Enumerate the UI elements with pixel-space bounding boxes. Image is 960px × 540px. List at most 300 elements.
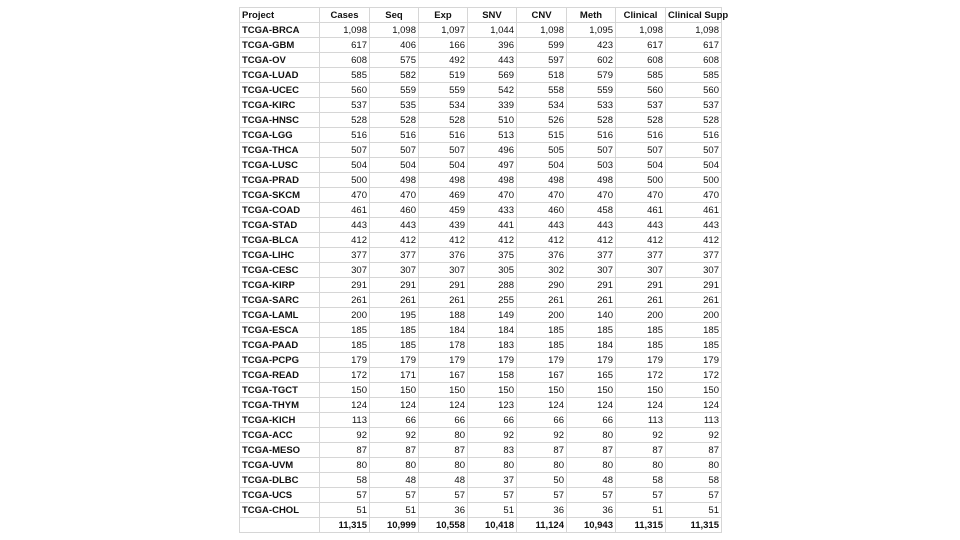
value-cell[interactable]: 423 (567, 38, 616, 53)
value-cell[interactable]: 1,098 (370, 23, 419, 38)
value-cell[interactable]: 150 (419, 383, 468, 398)
value-cell[interactable]: 92 (320, 428, 370, 443)
value-cell[interactable]: 179 (370, 353, 419, 368)
value-cell[interactable]: 559 (567, 83, 616, 98)
value-cell[interactable]: 307 (320, 263, 370, 278)
value-cell[interactable]: 87 (666, 443, 722, 458)
value-cell[interactable]: 66 (468, 413, 517, 428)
value-cell[interactable]: 80 (567, 458, 616, 473)
value-cell[interactable]: 185 (666, 323, 722, 338)
value-cell[interactable]: 507 (567, 143, 616, 158)
value-cell[interactable]: 200 (666, 308, 722, 323)
project-cell[interactable]: TCGA-UCS (240, 488, 320, 503)
value-cell[interactable]: 582 (370, 68, 419, 83)
value-cell[interactable]: 528 (320, 113, 370, 128)
value-cell[interactable]: 261 (616, 293, 666, 308)
value-cell[interactable]: 124 (320, 398, 370, 413)
value-cell[interactable]: 537 (666, 98, 722, 113)
value-cell[interactable]: 497 (468, 158, 517, 173)
value-cell[interactable]: 1,095 (567, 23, 616, 38)
value-cell[interactable]: 533 (567, 98, 616, 113)
column-header-exp[interactable]: Exp (419, 8, 468, 23)
value-cell[interactable]: 185 (320, 323, 370, 338)
value-cell[interactable]: 617 (666, 38, 722, 53)
value-cell[interactable]: 150 (370, 383, 419, 398)
value-cell[interactable]: 516 (419, 128, 468, 143)
value-cell[interactable]: 507 (616, 143, 666, 158)
value-cell[interactable]: 505 (517, 143, 567, 158)
value-cell[interactable]: 458 (567, 203, 616, 218)
value-cell[interactable]: 57 (616, 488, 666, 503)
value-cell[interactable]: 150 (517, 383, 567, 398)
value-cell[interactable]: 516 (666, 128, 722, 143)
value-cell[interactable]: 184 (567, 338, 616, 353)
project-cell[interactable]: TCGA-CESC (240, 263, 320, 278)
value-cell[interactable]: 377 (370, 248, 419, 263)
value-cell[interactable]: 461 (616, 203, 666, 218)
project-cell[interactable]: TCGA-THCA (240, 143, 320, 158)
total-cell[interactable]: 11,315 (320, 518, 370, 533)
column-header-clinical-supp[interactable]: Clinical Supp (666, 8, 722, 23)
value-cell[interactable]: 1,098 (616, 23, 666, 38)
project-cell[interactable]: TCGA-GBM (240, 38, 320, 53)
value-cell[interactable]: 585 (320, 68, 370, 83)
value-cell[interactable]: 51 (320, 503, 370, 518)
value-cell[interactable]: 172 (616, 368, 666, 383)
value-cell[interactable]: 179 (616, 353, 666, 368)
value-cell[interactable]: 376 (419, 248, 468, 263)
value-cell[interactable]: 375 (468, 248, 517, 263)
value-cell[interactable]: 92 (616, 428, 666, 443)
column-header-meth[interactable]: Meth (567, 8, 616, 23)
value-cell[interactable]: 66 (517, 413, 567, 428)
value-cell[interactable]: 460 (370, 203, 419, 218)
project-cell[interactable]: TCGA-ACC (240, 428, 320, 443)
value-cell[interactable]: 1,044 (468, 23, 517, 38)
value-cell[interactable]: 48 (567, 473, 616, 488)
value-cell[interactable]: 166 (419, 38, 468, 53)
value-cell[interactable]: 433 (468, 203, 517, 218)
value-cell[interactable]: 291 (666, 278, 722, 293)
value-cell[interactable]: 412 (616, 233, 666, 248)
project-cell[interactable]: TCGA-KIRP (240, 278, 320, 293)
value-cell[interactable]: 185 (616, 338, 666, 353)
project-cell[interactable]: TCGA-COAD (240, 203, 320, 218)
total-cell[interactable]: 11,315 (616, 518, 666, 533)
value-cell[interactable]: 558 (517, 83, 567, 98)
value-cell[interactable]: 113 (616, 413, 666, 428)
value-cell[interactable]: 140 (567, 308, 616, 323)
value-cell[interactable]: 150 (616, 383, 666, 398)
value-cell[interactable]: 66 (567, 413, 616, 428)
value-cell[interactable]: 57 (517, 488, 567, 503)
value-cell[interactable]: 51 (370, 503, 419, 518)
value-cell[interactable]: 255 (468, 293, 517, 308)
project-cell[interactable]: TCGA-PAAD (240, 338, 320, 353)
value-cell[interactable]: 439 (419, 218, 468, 233)
value-cell[interactable]: 617 (320, 38, 370, 53)
value-cell[interactable]: 158 (468, 368, 517, 383)
value-cell[interactable]: 542 (468, 83, 517, 98)
value-cell[interactable]: 498 (517, 173, 567, 188)
column-header-project[interactable]: Project (240, 8, 320, 23)
value-cell[interactable]: 516 (370, 128, 419, 143)
project-cell[interactable]: TCGA-LAML (240, 308, 320, 323)
value-cell[interactable]: 124 (419, 398, 468, 413)
value-cell[interactable]: 537 (616, 98, 666, 113)
value-cell[interactable]: 498 (567, 173, 616, 188)
value-cell[interactable]: 178 (419, 338, 468, 353)
value-cell[interactable]: 470 (616, 188, 666, 203)
value-cell[interactable]: 307 (370, 263, 419, 278)
value-cell[interactable]: 150 (320, 383, 370, 398)
column-header-clinical[interactable]: Clinical (616, 8, 666, 23)
project-cell[interactable]: TCGA-LIHC (240, 248, 320, 263)
value-cell[interactable]: 443 (567, 218, 616, 233)
value-cell[interactable]: 461 (320, 203, 370, 218)
project-cell[interactable]: TCGA-KICH (240, 413, 320, 428)
total-cell[interactable]: 10,558 (419, 518, 468, 533)
value-cell[interactable]: 36 (419, 503, 468, 518)
value-cell[interactable]: 57 (370, 488, 419, 503)
value-cell[interactable]: 172 (666, 368, 722, 383)
value-cell[interactable]: 507 (370, 143, 419, 158)
value-cell[interactable]: 188 (419, 308, 468, 323)
value-cell[interactable]: 469 (419, 188, 468, 203)
value-cell[interactable]: 200 (616, 308, 666, 323)
value-cell[interactable]: 560 (666, 83, 722, 98)
project-cell[interactable]: TCGA-READ (240, 368, 320, 383)
value-cell[interactable]: 377 (616, 248, 666, 263)
value-cell[interactable]: 560 (320, 83, 370, 98)
value-cell[interactable]: 406 (370, 38, 419, 53)
project-cell[interactable]: TCGA-BRCA (240, 23, 320, 38)
value-cell[interactable]: 507 (320, 143, 370, 158)
value-cell[interactable]: 66 (370, 413, 419, 428)
value-cell[interactable]: 124 (370, 398, 419, 413)
value-cell[interactable]: 470 (517, 188, 567, 203)
value-cell[interactable]: 87 (419, 443, 468, 458)
value-cell[interactable]: 58 (320, 473, 370, 488)
value-cell[interactable]: 470 (666, 188, 722, 203)
value-cell[interactable]: 460 (517, 203, 567, 218)
value-cell[interactable]: 185 (320, 338, 370, 353)
value-cell[interactable]: 124 (567, 398, 616, 413)
value-cell[interactable]: 261 (567, 293, 616, 308)
totals-label-cell[interactable] (240, 518, 320, 533)
value-cell[interactable]: 80 (370, 458, 419, 473)
value-cell[interactable]: 92 (468, 428, 517, 443)
value-cell[interactable]: 504 (517, 158, 567, 173)
project-cell[interactable]: TCGA-PCPG (240, 353, 320, 368)
value-cell[interactable]: 575 (370, 53, 419, 68)
value-cell[interactable]: 123 (468, 398, 517, 413)
value-cell[interactable]: 291 (567, 278, 616, 293)
value-cell[interactable]: 48 (419, 473, 468, 488)
value-cell[interactable]: 1,097 (419, 23, 468, 38)
value-cell[interactable]: 80 (616, 458, 666, 473)
value-cell[interactable]: 50 (517, 473, 567, 488)
value-cell[interactable]: 585 (666, 68, 722, 83)
value-cell[interactable]: 559 (370, 83, 419, 98)
value-cell[interactable]: 608 (320, 53, 370, 68)
value-cell[interactable]: 80 (517, 458, 567, 473)
value-cell[interactable]: 1,098 (320, 23, 370, 38)
value-cell[interactable]: 504 (320, 158, 370, 173)
value-cell[interactable]: 377 (666, 248, 722, 263)
value-cell[interactable]: 602 (567, 53, 616, 68)
value-cell[interactable]: 51 (666, 503, 722, 518)
value-cell[interactable]: 412 (468, 233, 517, 248)
value-cell[interactable]: 87 (616, 443, 666, 458)
value-cell[interactable]: 443 (320, 218, 370, 233)
value-cell[interactable]: 51 (468, 503, 517, 518)
value-cell[interactable]: 1,098 (666, 23, 722, 38)
value-cell[interactable]: 496 (468, 143, 517, 158)
value-cell[interactable]: 185 (370, 338, 419, 353)
value-cell[interactable]: 377 (567, 248, 616, 263)
value-cell[interactable]: 57 (419, 488, 468, 503)
value-cell[interactable]: 339 (468, 98, 517, 113)
value-cell[interactable]: 470 (468, 188, 517, 203)
value-cell[interactable]: 184 (419, 323, 468, 338)
value-cell[interactable]: 443 (616, 218, 666, 233)
value-cell[interactable]: 569 (468, 68, 517, 83)
project-cell[interactable]: TCGA-SARC (240, 293, 320, 308)
value-cell[interactable]: 519 (419, 68, 468, 83)
value-cell[interactable]: 441 (468, 218, 517, 233)
value-cell[interactable]: 291 (616, 278, 666, 293)
value-cell[interactable]: 185 (517, 338, 567, 353)
value-cell[interactable]: 461 (666, 203, 722, 218)
column-header-cnv[interactable]: CNV (517, 8, 567, 23)
value-cell[interactable]: 585 (616, 68, 666, 83)
value-cell[interactable]: 288 (468, 278, 517, 293)
value-cell[interactable]: 57 (567, 488, 616, 503)
column-header-cases[interactable]: Cases (320, 8, 370, 23)
total-cell[interactable]: 11,315 (666, 518, 722, 533)
value-cell[interactable]: 526 (517, 113, 567, 128)
project-cell[interactable]: TCGA-MESO (240, 443, 320, 458)
value-cell[interactable]: 560 (616, 83, 666, 98)
value-cell[interactable]: 500 (616, 173, 666, 188)
value-cell[interactable]: 579 (567, 68, 616, 83)
column-header-snv[interactable]: SNV (468, 8, 517, 23)
value-cell[interactable]: 305 (468, 263, 517, 278)
value-cell[interactable]: 559 (419, 83, 468, 98)
value-cell[interactable]: 185 (666, 338, 722, 353)
value-cell[interactable]: 307 (666, 263, 722, 278)
value-cell[interactable]: 80 (666, 458, 722, 473)
value-cell[interactable]: 184 (468, 323, 517, 338)
value-cell[interactable]: 504 (666, 158, 722, 173)
value-cell[interactable]: 617 (616, 38, 666, 53)
value-cell[interactable]: 92 (370, 428, 419, 443)
value-cell[interactable]: 179 (320, 353, 370, 368)
value-cell[interactable]: 307 (616, 263, 666, 278)
value-cell[interactable]: 200 (320, 308, 370, 323)
value-cell[interactable]: 504 (370, 158, 419, 173)
value-cell[interactable]: 504 (616, 158, 666, 173)
total-cell[interactable]: 11,124 (517, 518, 567, 533)
value-cell[interactable]: 498 (419, 173, 468, 188)
value-cell[interactable]: 261 (419, 293, 468, 308)
value-cell[interactable]: 291 (370, 278, 419, 293)
value-cell[interactable]: 535 (370, 98, 419, 113)
value-cell[interactable]: 57 (468, 488, 517, 503)
project-cell[interactable]: TCGA-LUSC (240, 158, 320, 173)
column-header-seq[interactable]: Seq (370, 8, 419, 23)
value-cell[interactable]: 167 (419, 368, 468, 383)
value-cell[interactable]: 179 (419, 353, 468, 368)
value-cell[interactable]: 528 (666, 113, 722, 128)
value-cell[interactable]: 87 (567, 443, 616, 458)
value-cell[interactable]: 396 (468, 38, 517, 53)
value-cell[interactable]: 412 (419, 233, 468, 248)
value-cell[interactable]: 185 (370, 323, 419, 338)
value-cell[interactable]: 528 (419, 113, 468, 128)
project-cell[interactable]: TCGA-UCEC (240, 83, 320, 98)
value-cell[interactable]: 80 (419, 458, 468, 473)
value-cell[interactable]: 1,098 (517, 23, 567, 38)
value-cell[interactable]: 528 (370, 113, 419, 128)
value-cell[interactable]: 92 (666, 428, 722, 443)
value-cell[interactable]: 185 (616, 323, 666, 338)
value-cell[interactable]: 261 (666, 293, 722, 308)
value-cell[interactable]: 51 (616, 503, 666, 518)
value-cell[interactable]: 443 (370, 218, 419, 233)
value-cell[interactable]: 534 (517, 98, 567, 113)
value-cell[interactable]: 534 (419, 98, 468, 113)
value-cell[interactable]: 518 (517, 68, 567, 83)
value-cell[interactable]: 124 (666, 398, 722, 413)
value-cell[interactable]: 171 (370, 368, 419, 383)
value-cell[interactable]: 504 (419, 158, 468, 173)
project-cell[interactable]: TCGA-DLBC (240, 473, 320, 488)
value-cell[interactable]: 113 (666, 413, 722, 428)
value-cell[interactable]: 516 (567, 128, 616, 143)
value-cell[interactable]: 412 (370, 233, 419, 248)
value-cell[interactable]: 597 (517, 53, 567, 68)
value-cell[interactable]: 500 (666, 173, 722, 188)
project-cell[interactable]: TCGA-TGCT (240, 383, 320, 398)
value-cell[interactable]: 307 (419, 263, 468, 278)
value-cell[interactable]: 290 (517, 278, 567, 293)
value-cell[interactable]: 470 (567, 188, 616, 203)
project-cell[interactable]: TCGA-ESCA (240, 323, 320, 338)
value-cell[interactable]: 498 (468, 173, 517, 188)
project-cell[interactable]: TCGA-STAD (240, 218, 320, 233)
value-cell[interactable]: 307 (567, 263, 616, 278)
value-cell[interactable]: 498 (370, 173, 419, 188)
value-cell[interactable]: 37 (468, 473, 517, 488)
total-cell[interactable]: 10,943 (567, 518, 616, 533)
project-cell[interactable]: TCGA-THYM (240, 398, 320, 413)
project-cell[interactable]: TCGA-LGG (240, 128, 320, 143)
value-cell[interactable]: 80 (468, 458, 517, 473)
total-cell[interactable]: 10,418 (468, 518, 517, 533)
value-cell[interactable]: 302 (517, 263, 567, 278)
value-cell[interactable]: 510 (468, 113, 517, 128)
value-cell[interactable]: 165 (567, 368, 616, 383)
value-cell[interactable]: 167 (517, 368, 567, 383)
value-cell[interactable]: 608 (616, 53, 666, 68)
project-cell[interactable]: TCGA-PRAD (240, 173, 320, 188)
value-cell[interactable]: 179 (468, 353, 517, 368)
value-cell[interactable]: 528 (567, 113, 616, 128)
value-cell[interactable]: 515 (517, 128, 567, 143)
value-cell[interactable]: 80 (419, 428, 468, 443)
value-cell[interactable]: 599 (517, 38, 567, 53)
value-cell[interactable]: 150 (567, 383, 616, 398)
value-cell[interactable]: 150 (468, 383, 517, 398)
value-cell[interactable]: 87 (320, 443, 370, 458)
value-cell[interactable]: 185 (517, 323, 567, 338)
value-cell[interactable]: 507 (419, 143, 468, 158)
value-cell[interactable]: 291 (320, 278, 370, 293)
value-cell[interactable]: 58 (616, 473, 666, 488)
value-cell[interactable]: 443 (517, 218, 567, 233)
value-cell[interactable]: 195 (370, 308, 419, 323)
value-cell[interactable]: 200 (517, 308, 567, 323)
value-cell[interactable]: 513 (468, 128, 517, 143)
value-cell[interactable]: 528 (616, 113, 666, 128)
value-cell[interactable]: 83 (468, 443, 517, 458)
value-cell[interactable]: 113 (320, 413, 370, 428)
value-cell[interactable]: 185 (567, 323, 616, 338)
value-cell[interactable]: 261 (370, 293, 419, 308)
value-cell[interactable]: 470 (370, 188, 419, 203)
value-cell[interactable]: 183 (468, 338, 517, 353)
value-cell[interactable]: 537 (320, 98, 370, 113)
project-cell[interactable]: TCGA-UVM (240, 458, 320, 473)
value-cell[interactable]: 80 (567, 428, 616, 443)
value-cell[interactable]: 470 (320, 188, 370, 203)
project-cell[interactable]: TCGA-HNSC (240, 113, 320, 128)
value-cell[interactable]: 503 (567, 158, 616, 173)
value-cell[interactable]: 66 (419, 413, 468, 428)
project-cell[interactable]: TCGA-LUAD (240, 68, 320, 83)
value-cell[interactable]: 291 (419, 278, 468, 293)
value-cell[interactable]: 150 (666, 383, 722, 398)
value-cell[interactable]: 377 (320, 248, 370, 263)
value-cell[interactable]: 492 (419, 53, 468, 68)
value-cell[interactable]: 516 (320, 128, 370, 143)
value-cell[interactable]: 179 (517, 353, 567, 368)
value-cell[interactable]: 608 (666, 53, 722, 68)
project-cell[interactable]: TCGA-OV (240, 53, 320, 68)
value-cell[interactable]: 412 (666, 233, 722, 248)
value-cell[interactable]: 376 (517, 248, 567, 263)
project-cell[interactable]: TCGA-CHOL (240, 503, 320, 518)
project-cell[interactable]: TCGA-BLCA (240, 233, 320, 248)
value-cell[interactable]: 443 (468, 53, 517, 68)
value-cell[interactable]: 412 (517, 233, 567, 248)
value-cell[interactable]: 459 (419, 203, 468, 218)
value-cell[interactable]: 124 (616, 398, 666, 413)
total-cell[interactable]: 10,999 (370, 518, 419, 533)
value-cell[interactable]: 412 (567, 233, 616, 248)
value-cell[interactable]: 500 (320, 173, 370, 188)
value-cell[interactable]: 179 (567, 353, 616, 368)
value-cell[interactable]: 516 (616, 128, 666, 143)
value-cell[interactable]: 57 (666, 488, 722, 503)
value-cell[interactable]: 124 (517, 398, 567, 413)
value-cell[interactable]: 87 (370, 443, 419, 458)
value-cell[interactable]: 57 (320, 488, 370, 503)
value-cell[interactable]: 172 (320, 368, 370, 383)
project-cell[interactable]: TCGA-KIRC (240, 98, 320, 113)
